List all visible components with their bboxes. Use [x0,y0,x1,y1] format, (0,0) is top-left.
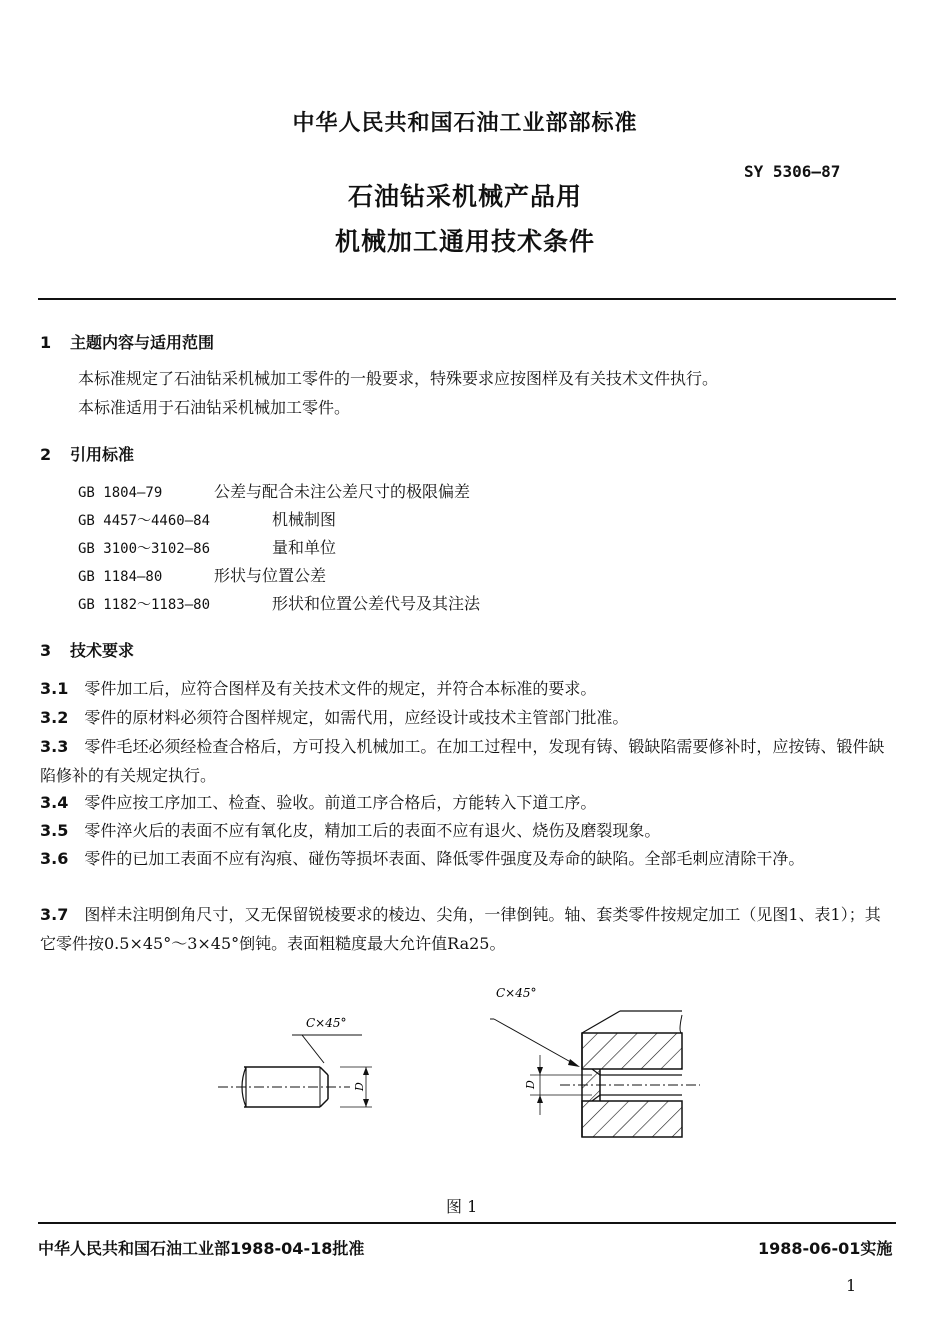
item-text: 零件的原材料必须符合图样规定，如需代用，应经设计或技术主管部门批准。 [84,708,629,727]
requirement-item [40,703,895,732]
item-number: 3.6 [40,849,69,868]
item-number: 3.1 [40,679,69,698]
requirement-item [40,732,895,790]
reference-standard [78,507,336,530]
effective-date: 1988-06-01实施 [758,1239,893,1258]
item-number: 3.4 [40,793,69,812]
section-title: 技术要求 [70,641,135,660]
reference-code: GB 1182～1183—80 [78,597,211,613]
item-text: 零件应按工序加工、检查、验收。前道工序合格后，方能转入下道工序。 [84,793,597,812]
reference-name: 机械制图 [272,510,337,529]
section-number: 2 [40,445,52,464]
section-3-heading [40,638,134,661]
item-number: 3.3 [40,737,69,756]
reference-standard [78,535,336,558]
requirement-item [40,844,895,873]
diameter-label-left: D [353,1082,366,1091]
requirement-item [40,816,895,845]
document-title-line2: 机械加工通用技术条件 [334,227,595,256]
standard-org-header: 中华人民共和国石油工业部部标准 [292,111,638,136]
reference-name: 形状与位置公差 [214,566,327,585]
diameter-label-right: D [524,1080,537,1089]
item-number: 3.7 [40,905,69,924]
reference-name: 形状和位置公差代号及其注法 [272,594,481,613]
footer-divider [38,1222,896,1224]
item-text: 零件毛坯必须经检查合格后，方可投入机械加工。在加工过程中，发现有铸、锻缺陷需要修补时，应按铸、锻件缺陷修补的有关规定执行。 [40,737,885,785]
sleeve-drawing [490,986,700,1137]
approval-line: 中华人民共和国石油工业部1988-04-18批准 [38,1239,365,1258]
figure-1-drawing [200,975,720,1150]
page-number: 1 [846,1276,857,1295]
reference-code: GB 1804—79 [78,485,163,501]
standard-code: SY 5306—87 [744,162,841,181]
reference-code: GB 3100～3102—86 [78,541,211,557]
section-2-heading [40,442,134,465]
chamfer-label-right: C×45° [496,986,537,1000]
shaft-drawing [218,1016,372,1107]
header-divider [38,298,896,300]
reference-standard [78,591,480,614]
section-1-paragraph-2: 本标准适用于石油钻采机械加工零件。 [78,398,351,417]
document-title-line1: 石油钻采机械产品用 [347,182,582,211]
item-number: 3.5 [40,821,69,840]
section-1-paragraph-1: 本标准规定了石油钻采机械加工零件的一般要求，特殊要求应按图样及有关技术文件执行。 [78,369,719,388]
section-number: 3 [40,641,52,660]
requirement-item [40,900,895,958]
reference-name: 量和单位 [272,538,337,557]
reference-standard [78,479,470,502]
item-text: 零件的已加工表面不应有沟痕、碰伤等损坏表面、降低零件强度及寿命的缺陷。全部毛刺应清除干净。 [84,849,805,868]
figure-caption: 图 1 [446,1197,478,1216]
reference-standard [78,563,326,586]
section-title: 引用标准 [70,445,135,464]
requirement-item [40,674,895,703]
item-text: 零件加工后，应符合图样及有关技术文件的规定，并符合本标准的要求。 [84,679,597,698]
item-number: 3.2 [40,708,69,727]
reference-name: 公差与配合未注公差尺寸的极限偏差 [214,482,471,501]
reference-code: GB 1184—80 [78,569,163,585]
chamfer-label-left: C×45° [306,1016,347,1030]
section-1-heading [40,330,214,353]
item-text: 零件淬火后的表面不应有氧化皮，精加工后的表面不应有退火、烧伤及磨裂现象。 [84,821,661,840]
requirement-item [40,788,895,817]
section-title: 主题内容与适用范围 [70,333,215,352]
item-text: 图样未注明倒角尺寸，又无保留锐棱要求的棱边、尖角，一律倒钝。轴、套类零件按规定加工（见图1、表1）；其它零件按0.5×45°～3×45°倒钝。表面粗糙度最大允许值Ra25。 [40,905,881,953]
reference-code: GB 4457～4460—84 [78,513,211,529]
section-number: 1 [40,333,52,352]
